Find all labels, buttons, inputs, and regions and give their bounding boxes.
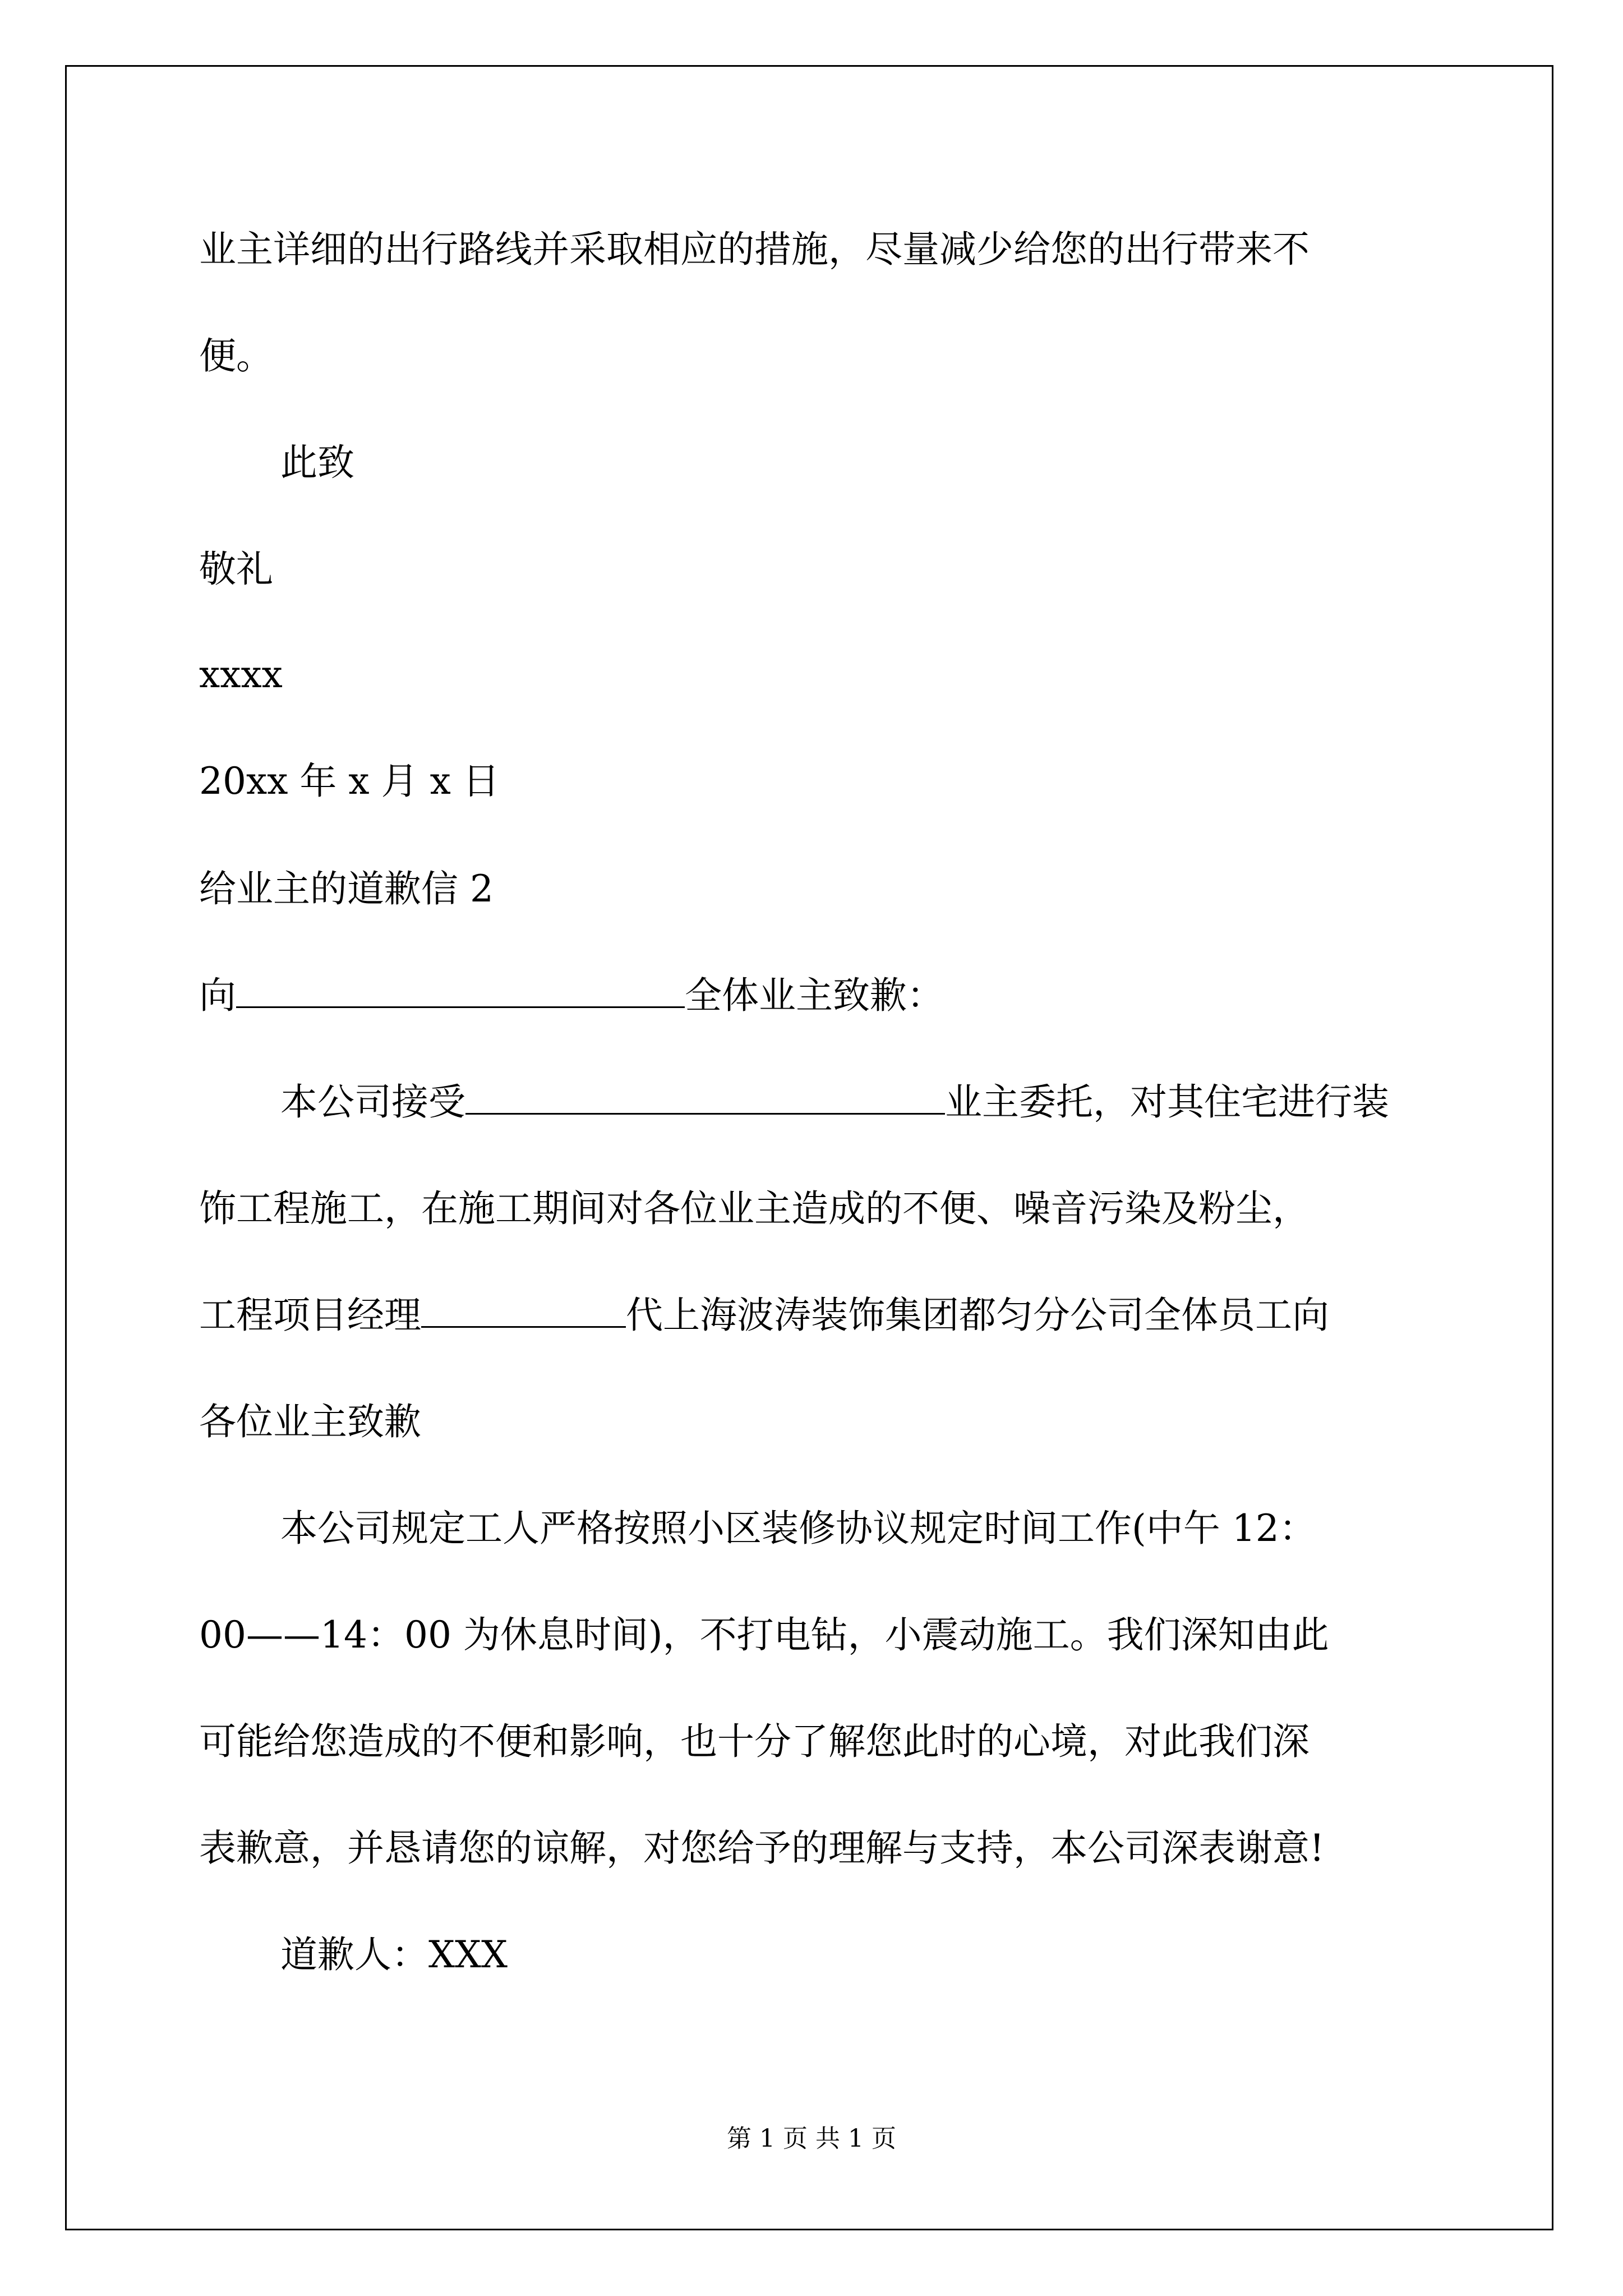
page-border xyxy=(65,65,1553,2230)
client-blank xyxy=(465,1080,945,1115)
letter2-p2-line-1: 本公司规定工人严格按照小区装修协议规定时间工作(中午 12： xyxy=(280,1507,1316,1550)
letter2-p1-line-4: 各位业主致歉 xyxy=(199,1400,421,1443)
letter2-p1-line-1 xyxy=(280,1080,1389,1125)
salutation: 敬礼 xyxy=(199,547,273,591)
address-blank xyxy=(236,974,685,1008)
signature: xxxx xyxy=(199,653,283,696)
address-line xyxy=(199,973,944,1018)
letter2-p2-line-3: 可能给您造成的不便和影响，也十分了解您此时的心境，对此我们深 xyxy=(199,1720,1310,1763)
letter2-p2-line-2: 00——14：00 为休息时间)，不打电钻，小震动施工。我们深知由此 xyxy=(199,1613,1329,1657)
manager-blank xyxy=(421,1294,626,1328)
p1-line3-suffix: 代上海波涛装饰集团都匀分公司全体员工向 xyxy=(626,1294,1329,1337)
p1-line3-prefix: 工程项目经理 xyxy=(199,1294,421,1337)
address-suffix: 全体业主致歉： xyxy=(685,974,944,1017)
letter2-heading: 给业主的道歉信 2 xyxy=(199,867,494,910)
letter1-paragraph-line-1: 业主详细的出行路线并采取相应的措施，尽量减少给您的出行带来不 xyxy=(199,228,1310,271)
p1-line1-suffix: 业主委托，对其住宅进行装 xyxy=(945,1080,1389,1124)
closing-phrase: 此致 xyxy=(280,441,354,484)
page-footer: 第 1 页 共 1 页 xyxy=(727,2124,896,2153)
letter2-p1-line-2: 饰工程施工，在施工期间对各位业主造成的不便、噪音污染及粉尘， xyxy=(199,1187,1310,1230)
letter2-p2-line-4: 表歉意，并恳请您的谅解，对您给予的理解与支持，本公司深表谢意! xyxy=(199,1826,1325,1870)
letter2-p1-line-3 xyxy=(199,1293,1329,1338)
apologizer: 道歉人：XXX xyxy=(280,1933,508,1976)
p1-line1-prefix: 本公司接受 xyxy=(280,1080,465,1124)
date: 20xx 年 x 月 x 日 xyxy=(199,760,500,803)
letter1-paragraph-line-2: 便。 xyxy=(199,334,273,378)
address-prefix: 向 xyxy=(199,974,236,1017)
